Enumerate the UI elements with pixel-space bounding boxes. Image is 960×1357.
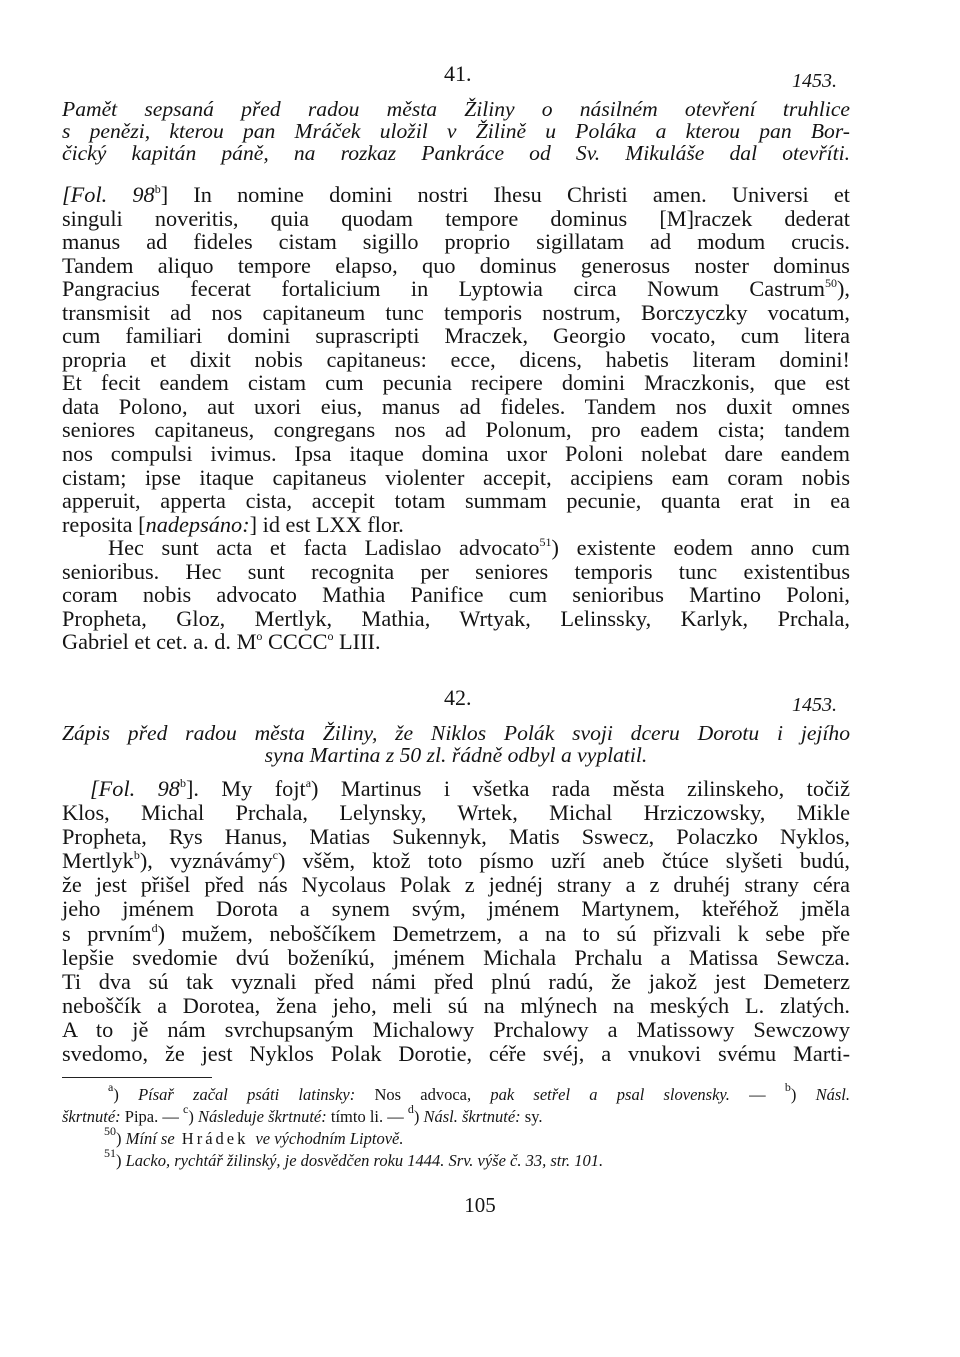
footnotes: [62, 1080, 851, 1172]
footnote-mark: b: [133, 848, 140, 863]
entry-number: 42.: [444, 685, 472, 710]
footnote: $^a$) Písař začal psáti latinsky: Nos advoca, pak setřel a psal slovensky. — $^b$) Násl.: [108, 1080, 851, 1104]
footnote-rule: [62, 1077, 212, 1078]
footnote-mark: a: [305, 776, 312, 790]
footnote-mark: d: [151, 920, 158, 935]
entry-number: 41.: [444, 61, 472, 86]
entry-title: Pamět sepsaná před radou města Žiliny o násilném otevření truhlice s penězi, kterou pan Mráček uložil v Žilině u Poláka a kterou pan Bor- čický kapitán páně, na rozkaz Pankráce od Sv. Mikuláše dal otevříti.: [62, 97, 850, 165]
footnote-ref: 51: [539, 535, 552, 550]
footnote-ref: 50: [824, 276, 837, 291]
entry-text: [Fol. 98$^b$]. My fojt$^a$) Martinus i všetka rada města zilinskeho, točiž Klos, Michal Prchala, Lelynsky, Wrtek, Michal Hrziczowsky, Mikle Propheta, Rys Hanus, Matias Sukennyk, Matis Sswecz, Polaczko Nyklos, Mertlyk$^b$), vyznávámy$^c$) všěm, ktož toto písmo uzří aneb čtúce slyšeti budú, že jest přišel před nás Nycolaus Polak z jednéj strany a z druhéj strany céra jeho jménem Dorota a synem svým, jménem Martynem, kteřéhož jměla s prvním$^d$) mužem, neboščíkem Demetrzem, a na to sú přizvali k sebe pře lepšie svedomie dvú boženíkú, jménem Michala Prchalu a Matissa Sewcza. Ti dva sú tak vyznali před námi před plnú radú, že jakož jest Demeterz neboščík a Dorotea, žena jeho, meli sú na mlýnech na meských L. zlatých. A to jě nám svrchupsaným Michalowy Prchalowy a Matissowy Sewczowy svedomo, že jest Nyklos Polak Dorotie, céře svéj, a vnukovi svému Marti-: [62, 776, 850, 1067]
entry-year: 1453.: [792, 70, 837, 92]
footnote: $^{50}$) Míní se Hrádek ve východním Liptově.: [104, 1124, 404, 1148]
entry-title: Zápis před radou města Žiliny, že Niklos Polák svoji dceru Dorotu i jejího syna Martina z 50 zl. řádně odbyl a vyplatil.: [62, 721, 850, 767]
entry-text: [Fol. 98$^b$] In nomine domini nostri Ihesu Christi amen. Universi et singuli noveritis, quia quodam tempore dominus [M]raczek dederat manus ad fideles cistam sigillo proprio sigillatam ad modum crucis. Tandem aliquo tempore elapso, quo dominus generosus noster dominus Pangracius fecerat fortalicium in Lyptowia circa Nowum Castrum$^{50}$), transmisit ad nos capitaneum tunc temporis nostrum, Borczyczky vocatum, cum familiari domini suprascripti Mraczek, Georgio vocato, cum litera propria et dixit nobis capitaneus: ecce, dicens, habetis literam domini! Et fecit eandem cistam cum pecunia recipere domini Mraczkonis, que est data Polono, aut uxori eius, manus ad fideles. Tandem nos duxit omnes seniores capitaneus, congregans nos ad Polonum, pro eadem cista; tandem nos compulsi ivimus. Ipsa itaque domina uxor Poloni nolebat dare eandem cistam; ipse itaque capitaneus violenter accepit, accipiens eam coram nobis apperuit, apperta cista, accepit totam summam pecunie, quanta erat in ea reposita [nadepsáno:] id est LXX flor. Hec sunt acta et facta Ladislao advocato$^{51}$) existente eodem anno cum senioribus. Hec sunt recognita per seniores temporis tunc existentibus coram nobis advocato Mathia Panifice cum senioribus Martino Poloni, Propheta, Gloz, Mertlyk, Mathia, Wrtyak, Lelinssky, Karlyk, Prchala, Gabriel et cet. a. d. $M^o$ CCCC$^o$ LIII.: [62, 182, 850, 655]
entry-year: 1453.: [792, 694, 837, 716]
footnote-mark: c: [272, 848, 278, 863]
folio-ref: [Fol. 98: [90, 776, 180, 801]
folio-ref: [Fol. 98: [62, 182, 155, 207]
footnote: $^{51}$) Lacko, rychtář žilinský, je dosvědčen roku 1444. Srv. výše č. 33, str. 101.: [104, 1146, 604, 1170]
footnote: škrtnuté: Pipa. — $^c$) Následuje škrtnuté: tímto li. — $^d$) Násl. škrtnuté: sy.: [62, 1102, 543, 1126]
page-number: 105: [464, 1193, 496, 1217]
